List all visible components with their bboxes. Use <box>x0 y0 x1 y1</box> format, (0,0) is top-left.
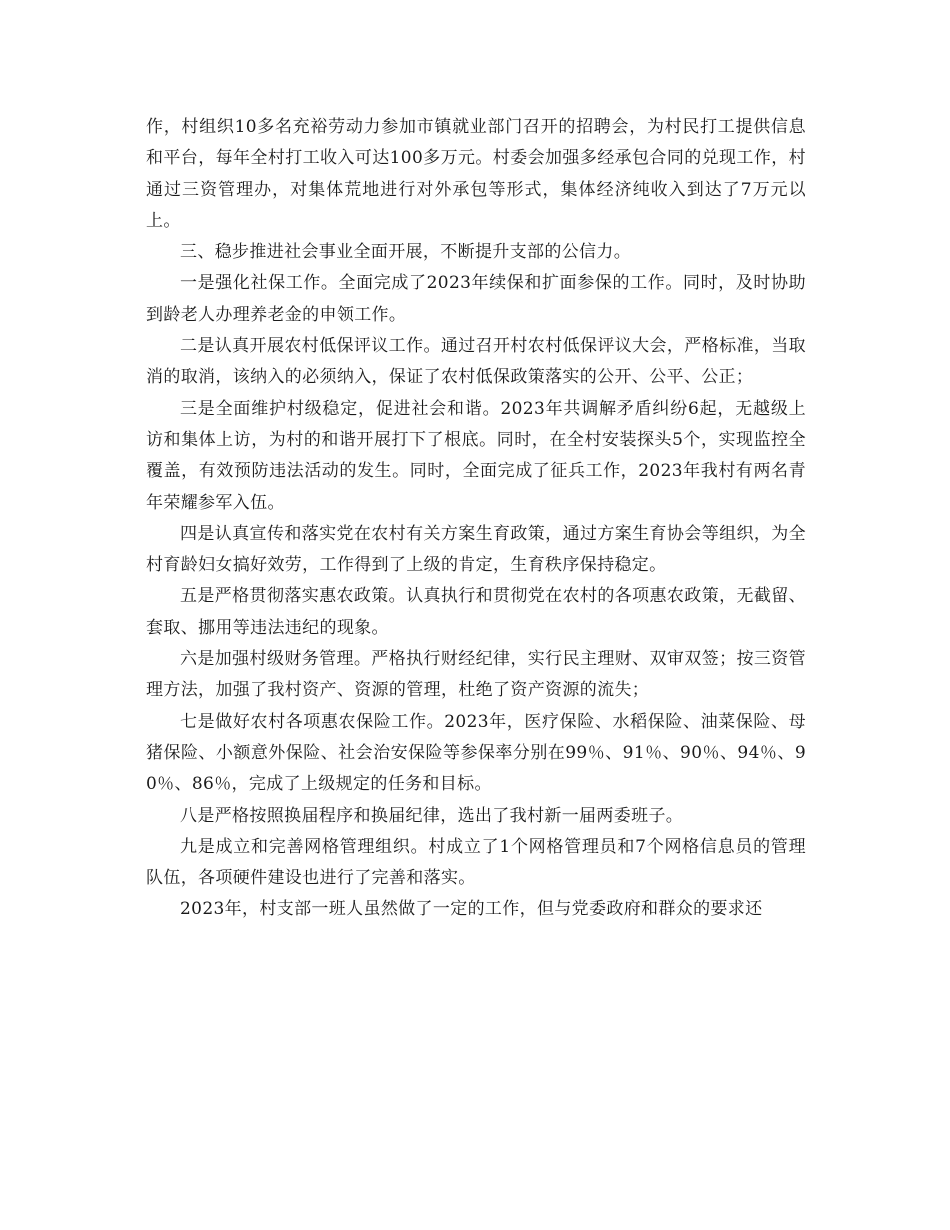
paragraph-financial-management: 六是加强村级财务管理。严格执行财经纪律，实行民主理财、双审双签；按三资管理方法，加强了我村资产、资源的管理，杜绝了资产资源的流失； <box>146 649 806 701</box>
paragraph-agricultural-policy: 五是严格贯彻落实惠农政策。认真执行和贯彻党在农村的各项惠农政策，无截留、套取、挪用等违法违纪的现象。 <box>146 586 806 638</box>
paragraph-insurance: 七是做好农村各项惠农保险工作。2023年，医疗保险、水稻保险、油菜保险、母猪保险、小额意外保险、社会治安保险等参保率分别在99％、91％、90％、94％、90％、86％，完成了上级规定的任务和目标。 <box>146 711 806 795</box>
paragraph-continuation: 作，村组织10多名充裕劳动力参加市镇就业部门召开的招聘会，为村民打工提供信息和平台，每年全村打工收入可达100多万元。村委会加强多经承包合同的兑现工作，村通过三资管理办，对集体荒地进行对外承包等形式，集体经济纯收入到达了7万元以上。 <box>146 117 806 231</box>
paragraph-social-security: 一是强化社保工作。全面完成了2023年续保和扩面参保的工作。同时，及时协助到龄老人办理养老金的申领工作。 <box>146 273 806 325</box>
section-heading-three: 三、稳步推进社会事业全面开展，不断提升支部的公信力。 <box>180 242 632 263</box>
paragraph-village-stability: 三是全面维护村级稳定，促进社会和谐。2023年共调解矛盾纠纷6起，无越级上访和集体上访，为村的和谐开展打下了根底。同时，在全村安装探头5个，实现监控全覆盖，有效预防违法活动的发生。同时，全面完成了征兵工作，2023年我村有两名青年荣耀参军入伍。 <box>146 398 806 513</box>
document-page <box>146 112 806 926</box>
paragraph-family-planning: 四是认真宣传和落实党在农村有关方案生育政策，通过方案生育协会等组织，为全村育龄妇女搞好效劳，工作得到了上级的肯定，生育秩序保持稳定。 <box>146 523 806 576</box>
paragraph-election: 八是严格按照换届程序和换届纪律，选出了我村新一届两委班子。 <box>180 805 684 826</box>
paragraph-summary: 2023年，村支部一班人虽然做了一定的工作，但与党委政府和群众的要求还 <box>180 899 763 920</box>
paragraph-low-income-review: 二是认真开展农村低保评议工作。通过召开村农村低保评议大会，严格标准，当取消的取消，该纳入的必须纳入，保证了农村低保政策落实的公开、公平、公正； <box>146 336 806 388</box>
paragraph-grid-management: 九是成立和完善网格管理组织。村成立了1个网格管理员和7个网格信息员的管理队伍，各项硬件建设也进行了完善和落实。 <box>146 836 806 889</box>
